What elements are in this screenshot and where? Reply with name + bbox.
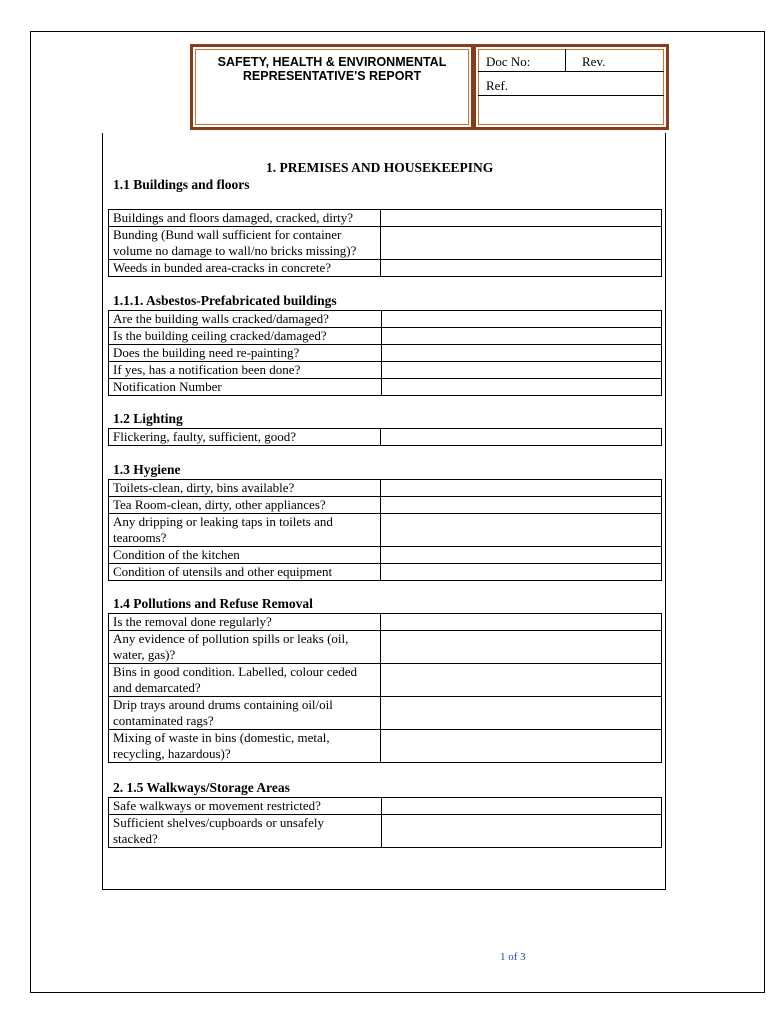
question-cell: Are the building walls cracked/damaged? [109, 311, 382, 328]
table-row [109, 798, 662, 815]
checklist-table [108, 613, 662, 763]
answer-cell[interactable] [381, 480, 662, 497]
table-row [109, 547, 662, 564]
table-row [109, 514, 662, 547]
ref-label: Ref. [486, 78, 509, 93]
answer-cell[interactable] [381, 210, 662, 227]
question-cell: Tea Room-clean, dirty, other appliances? [109, 497, 381, 514]
checklist-table [108, 479, 662, 581]
answer-cell[interactable] [381, 328, 661, 345]
table-row [109, 362, 662, 379]
table-row [109, 564, 662, 581]
report-title-box [190, 44, 474, 130]
section-heading: 1.1 Buildings and floors [113, 177, 250, 192]
table-row [109, 697, 662, 730]
question-cell: Flickering, faulty, sufficient, good? [109, 429, 381, 446]
answer-cell[interactable] [381, 497, 662, 514]
answer-cell[interactable] [381, 345, 661, 362]
answer-cell[interactable] [381, 798, 661, 815]
question-cell: Condition of utensils and other equipment [109, 564, 381, 581]
table-row [109, 260, 662, 277]
question-cell: Bunding (Bund wall sufficient for container volume no damage to wall/no bricks missing)? [109, 227, 381, 260]
table-row [109, 210, 662, 227]
question-cell: Is the building ceiling cracked/damaged? [109, 328, 382, 345]
doc-info-box [473, 44, 669, 130]
answer-cell[interactable] [381, 227, 662, 260]
section-heading: 1.2 Lighting [113, 411, 183, 426]
question-cell: Sufficient shelves/cupboards or unsafely stacked? [109, 815, 382, 848]
table-row [109, 730, 662, 763]
question-cell: Is the removal done regularly? [109, 614, 381, 631]
table-row [109, 497, 662, 514]
checklist-table [108, 209, 662, 277]
table-row [109, 379, 662, 396]
page-number: 1 of 3 [500, 951, 526, 963]
question-cell: Condition of the kitchen [109, 547, 381, 564]
checklist-table [108, 797, 662, 848]
question-cell: Mixing of waste in bins (domestic, metal, recycling, hazardous)? [109, 730, 381, 763]
checklist-table [108, 310, 662, 396]
answer-cell[interactable] [381, 631, 662, 664]
report-title [193, 55, 471, 83]
table-row [109, 328, 662, 345]
answer-cell[interactable] [381, 664, 662, 697]
answer-cell[interactable] [381, 697, 662, 730]
table-row [109, 311, 662, 328]
question-cell: Any dripping or leaking taps in toilets and tearooms? [109, 514, 381, 547]
report-title-line2: REPRESENTATIVE'S REPORT [242, 69, 422, 83]
question-cell: If yes, has a notification been done? [109, 362, 382, 379]
question-cell: Safe walkways or movement restricted? [109, 798, 382, 815]
answer-cell[interactable] [381, 379, 661, 396]
report-title-line1: SAFETY, HEALTH & ENVIRONMENTAL [217, 55, 447, 69]
doc-no-label: Doc No: [486, 54, 531, 69]
question-cell: Any evidence of pollution spills or leaks (oil, water, gas)? [109, 631, 381, 664]
table-row [109, 631, 662, 664]
section-heading: 1.4 Pollutions and Refuse Removal [113, 596, 313, 611]
answer-cell[interactable] [381, 311, 661, 328]
answer-cell[interactable] [381, 362, 661, 379]
main-title: 1. PREMISES AND HOUSEKEEPING [266, 160, 494, 175]
answer-cell[interactable] [381, 614, 662, 631]
answer-cell[interactable] [381, 547, 662, 564]
question-cell: Weeds in bunded area-cracks in concrete? [109, 260, 381, 277]
table-row [109, 480, 662, 497]
question-cell: Bins in good condition. Labelled, colour ceded and demarcated? [109, 664, 381, 697]
section-heading: 1.1.1. Asbestos-Prefabricated buildings [113, 293, 337, 308]
answer-cell[interactable] [381, 815, 661, 848]
table-row [109, 429, 662, 446]
question-cell: Drip trays around drums containing oil/oil contaminated rags? [109, 697, 381, 730]
section-heading: 2. 1.5 Walkways/Storage Areas [113, 780, 290, 795]
table-row [109, 614, 662, 631]
question-cell: Toilets-clean, dirty, bins available? [109, 480, 381, 497]
table-row [109, 664, 662, 697]
table-row [109, 227, 662, 260]
question-cell: Does the building need re-painting? [109, 345, 382, 362]
answer-cell[interactable] [381, 564, 662, 581]
table-row [109, 815, 662, 848]
answer-cell[interactable] [381, 730, 662, 763]
table-row [109, 345, 662, 362]
question-cell: Buildings and floors damaged, cracked, dirty? [109, 210, 381, 227]
answer-cell[interactable] [381, 514, 662, 547]
rev-label: Rev. [582, 54, 606, 69]
answer-cell[interactable] [381, 429, 662, 446]
checklist-table [108, 428, 662, 446]
section-heading: 1.3 Hygiene [113, 462, 181, 477]
question-cell: Notification Number [109, 379, 382, 396]
answer-cell[interactable] [381, 260, 662, 277]
